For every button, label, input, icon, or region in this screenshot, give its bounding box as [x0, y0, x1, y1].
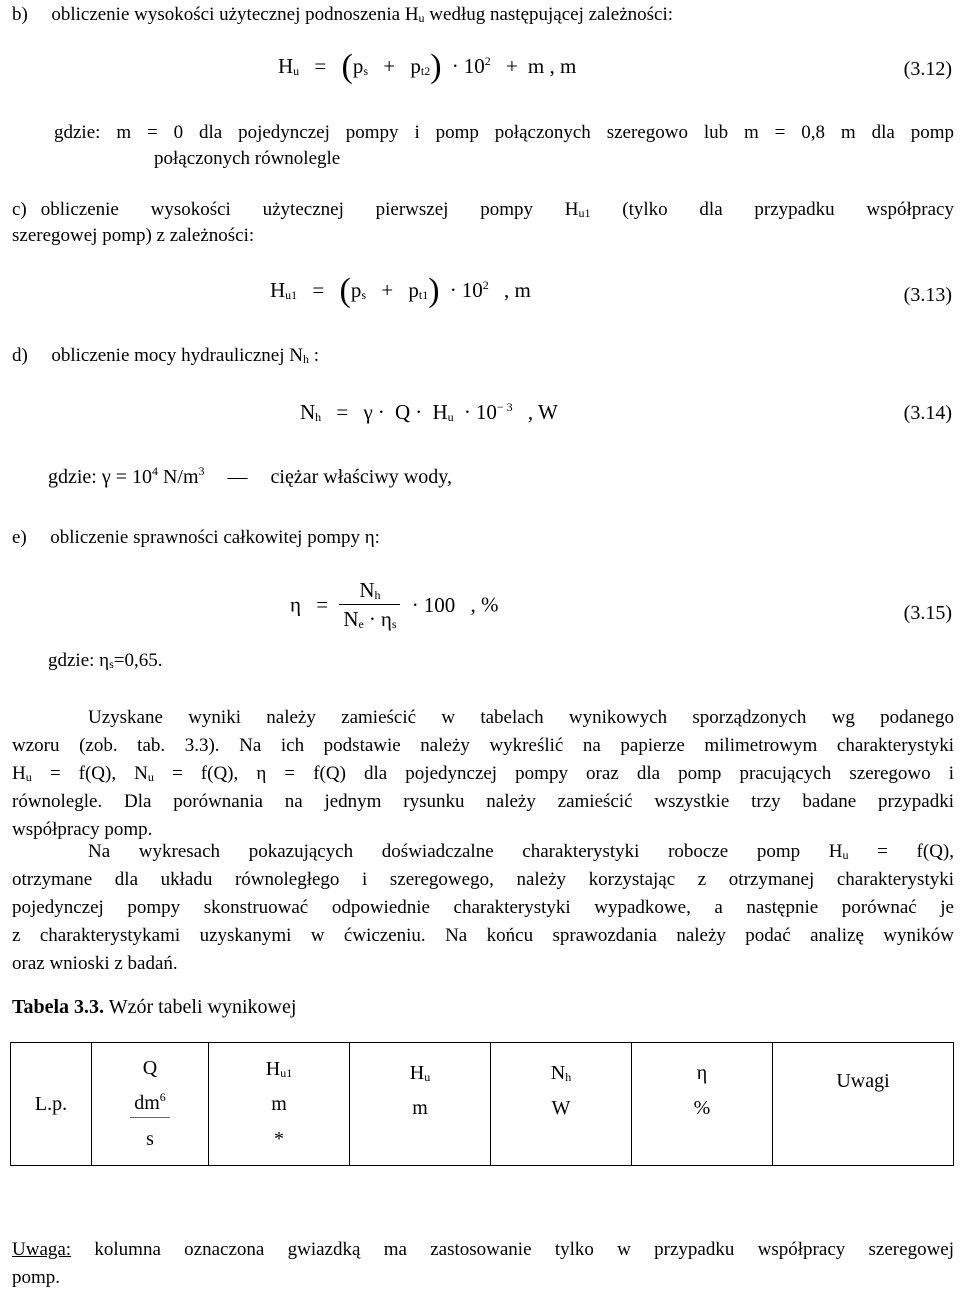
- results-table-template: [10, 1042, 954, 1166]
- equation-3-13: $H_{u1} = (p_s + p_{t1}) \cdot 10^2$ , m: [270, 272, 531, 309]
- item-label: e): [12, 527, 27, 548]
- col-hu: $H_u$ m: [350, 1043, 491, 1166]
- item-e: e) obliczenie sprawności całkowitej pompy η:: [12, 527, 380, 548]
- equation-3-15: η = $\frac{N_h}{N_e \cdot \eta_s}$ · 100 , %: [290, 576, 498, 634]
- item-label: c): [12, 199, 27, 220]
- note-3-15: gdzie: $\eta_s=0,65$.: [48, 650, 163, 671]
- em-dash: —: [227, 466, 248, 488]
- col-nh: $N_h$ W: [491, 1043, 632, 1166]
- item-label: b): [12, 4, 28, 25]
- footnote: Uwaga: kolumna oznaczona gwiazdką ma zastosowanie tylko w przypadku współpracy szeregowej pomp.: [12, 1239, 954, 1288]
- item-d: d) obliczenie mocy hydraulicznej $N_h$ :: [12, 345, 320, 366]
- item-c: c) obliczenie wysokości użytecznej pierwszej pompy $H_{u1}$ (tylko dla przypadku współpracy szeregowej pomp) z zależności:: [12, 199, 954, 246]
- col-hu1: $H_{u1}$ m *: [209, 1043, 350, 1166]
- col-uwagi: Uwagi: [773, 1043, 954, 1166]
- item-b: b) obliczenie wysokości użytecznej podnoszenia $H_u$ według następującej zależności:: [12, 4, 674, 25]
- paragraph-1: Uzyskane wyniki należy zamieścić w tabelach wynikowych sporządzonych wg podanego wzoru (zob. tab. 3.3). Na ich podstawie należy wykreślić na papierze milimetrowym charakterystyki $H_u = f(Q)$, $N_u = f(Q)$, η = f(Q) dla pojedynczej pompy oraz dla pomp pracujących szeregowo i równolegle. Dla porównania na jednym rysunku należy zamieścić wszystkie trzy badane przypadki współpracy pomp.: [12, 707, 954, 840]
- equation-number: (3.15): [903, 602, 952, 624]
- note-3-12: gdzie: m = 0 dla pojedynczej pompy i pomp połączonych szeregowo lub m = 0,8 m dla pomp połączonych równolegle: [54, 122, 954, 169]
- equation-3-14: $N_h = \gamma \cdot Q \cdot H_u \cdot 10^{- 3}$ , W: [300, 400, 558, 424]
- table-caption: Tabela 3.3. Wzór tabeli wynikowej: [12, 996, 297, 1018]
- equation-number: (3.12): [903, 58, 952, 80]
- fraction: $\frac{N_h}{N_e \cdot \eta_s}$: [339, 576, 400, 634]
- item-label: d): [12, 345, 28, 366]
- paragraph-2: Na wykresach pokazujących doświadczalne charakterystyki robocze pomp $H_u = f(Q)$, otrzymane dla układu równoległego i szeregowego, należy korzystając z otrzymanej charakterystyki pojedynczej pompy skonstruować odpowiednie charakterystyki wypadkowe, a następnie porównać je z charakterystykami uzyskanymi w ćwiczeniu. Na końcu sprawozdania należy podać analizę wyników oraz wnioski z badań.: [12, 841, 954, 974]
- equation-number: (3.14): [903, 402, 952, 424]
- col-q: Q $dm^6$ s: [92, 1043, 209, 1166]
- equation-3-12: $H_u = (p_s + p_{t2}) \cdot 10^2 + m$ , m: [278, 48, 577, 85]
- col-eta: η %: [632, 1043, 773, 1166]
- equation-number: (3.13): [903, 284, 952, 306]
- footnote-label: Uwaga:: [12, 1239, 72, 1260]
- col-lp: L.p.: [11, 1043, 92, 1166]
- note-3-14: gdzie: $\gamma = 10^4$ $N/m^3$ — ciężar właściwy wody,: [48, 464, 452, 488]
